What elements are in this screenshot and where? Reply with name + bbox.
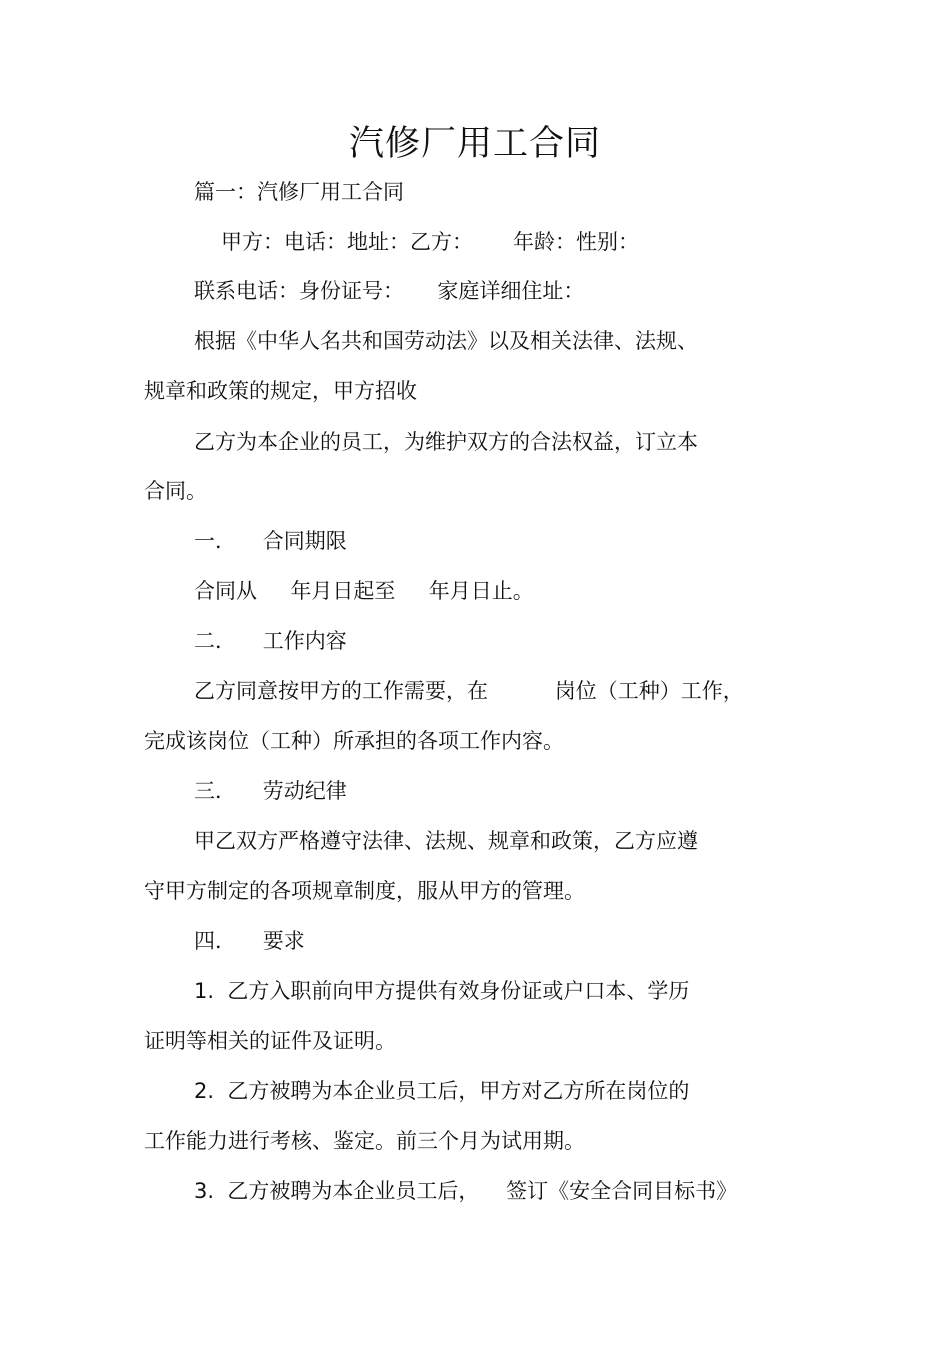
list-item-line: 工作能力进行考核、鉴定。前三个月为试用期。	[144, 1129, 585, 1153]
section-heading: 三． 劳动纪律	[194, 779, 347, 803]
paragraph-line: 守甲方制定的各项规章制度，服从甲方的管理。	[144, 879, 585, 903]
section-heading: 一． 合同期限	[194, 529, 347, 553]
list-item-line: 3. 乙方被聘为本企业员工后， 签订《安全合同目标书》	[194, 1179, 738, 1203]
party-info-line: 甲方：电话：地址：乙方： 年龄：性别：	[221, 230, 640, 254]
subtitle: 篇一：汽修厂用工合同	[194, 180, 404, 204]
section-heading: 四． 要求	[194, 929, 305, 953]
list-item-line: 2. 乙方被聘为本企业员工后，甲方对乙方所在岗位的	[194, 1079, 690, 1103]
paragraph-line: 乙方为本企业的员工，为维护双方的合法权益，订立本	[194, 430, 698, 454]
paragraph-line: 合同。	[144, 479, 207, 503]
contact-info-line: 联系电话：身份证号： 家庭详细住址：	[194, 279, 585, 303]
list-item-line: 1. 乙方入职前向甲方提供有效身份证或户口本、学历	[194, 979, 690, 1003]
paragraph-line: 完成该岗位（工种）所承担的各项工作内容。	[144, 729, 564, 753]
paragraph-line: 合同从 年月日起至 年月日止。	[194, 579, 534, 603]
paragraph-line: 根据《中华人名共和国劳动法》以及相关法律、法规、	[194, 329, 698, 353]
list-item-line: 证明等相关的证件及证明。	[144, 1029, 396, 1053]
paragraph-line: 甲乙双方严格遵守法律、法规、规章和政策，乙方应遵	[194, 829, 698, 853]
section-heading: 二． 工作内容	[194, 629, 347, 653]
document-title: 汽修厂用工合同	[348, 124, 601, 164]
paragraph-line: 规章和政策的规定，甲方招收	[144, 379, 417, 403]
paragraph-line: 乙方同意按甲方的工作需要，在 岗位（工种）工作，	[194, 679, 744, 703]
